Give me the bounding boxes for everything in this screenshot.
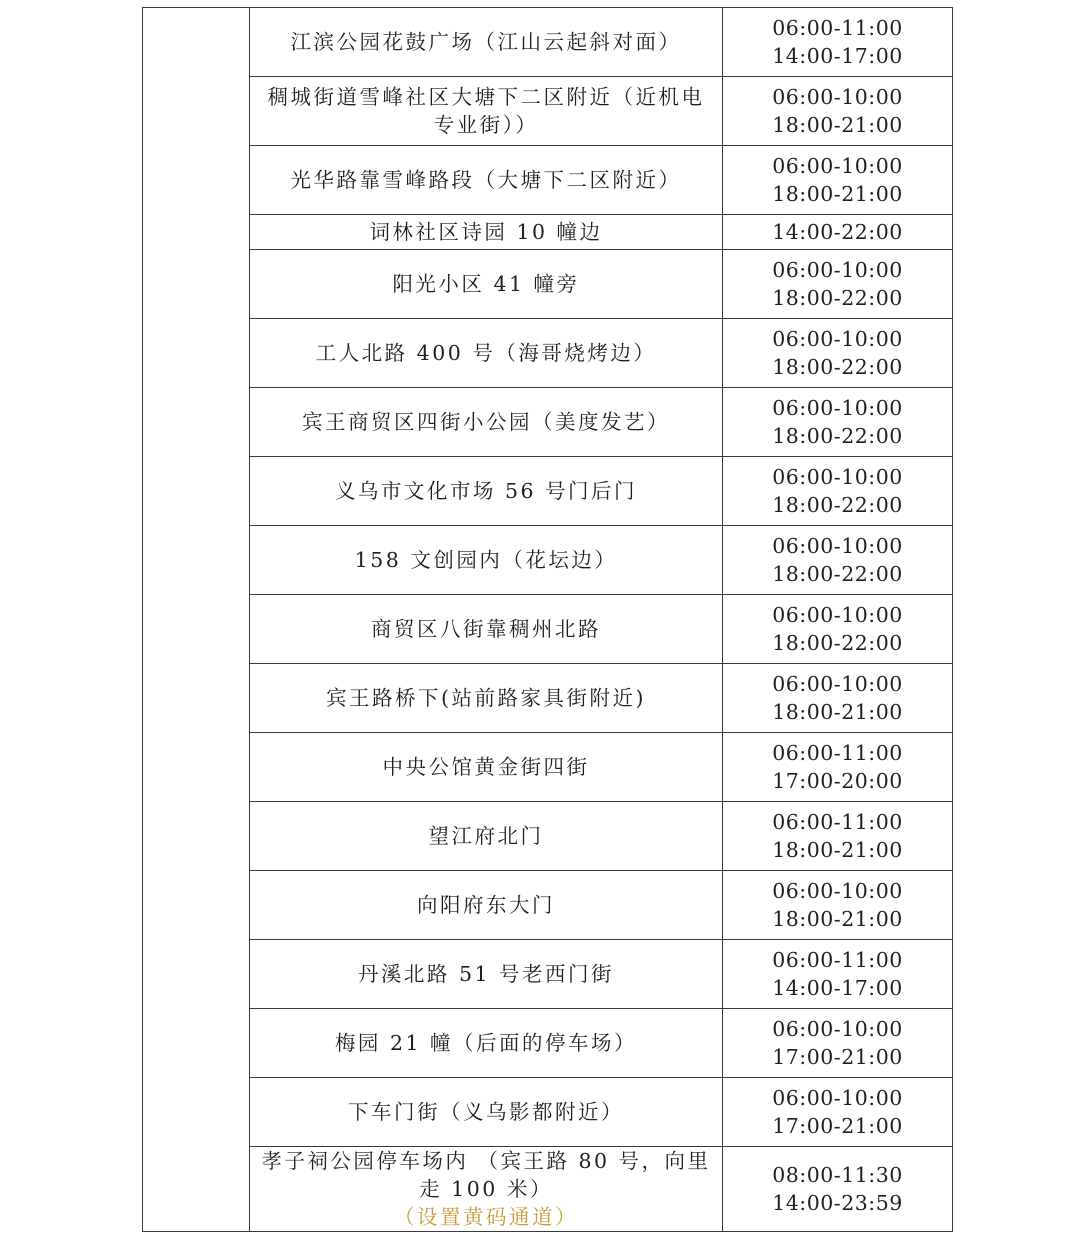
yellow-code-note: （设置黄码通道）	[394, 1205, 578, 1229]
hours-text: 18:00-22:00	[772, 355, 903, 379]
location-cell	[250, 802, 723, 871]
hours-text: 18:00-22:00	[772, 424, 903, 448]
hours-cell	[723, 871, 953, 940]
hours-text: 18:00-21:00	[772, 182, 903, 206]
location-text: 向阳府东大门	[417, 893, 555, 917]
hours-text: 14:00-17:00	[772, 44, 903, 68]
table-row	[143, 457, 953, 526]
hours-text: 17:00-21:00	[772, 1114, 903, 1138]
location-text: 阳光小区 41 幢旁	[392, 272, 580, 296]
hours-text: 06:00-11:00	[772, 740, 903, 765]
location-text: 光华路靠雪峰路段（大塘下二区附近）	[290, 168, 682, 192]
location-text: 望江府北门	[428, 824, 544, 848]
hours-cell	[723, 1009, 953, 1078]
hours-text: 06:00-11:00	[772, 809, 903, 834]
location-cell	[250, 1009, 723, 1078]
hours-cell	[723, 215, 953, 250]
table-row	[143, 940, 953, 1009]
table-row	[143, 1009, 953, 1078]
hours-text: 06:00-10:00	[772, 464, 903, 489]
location-cell	[250, 77, 723, 146]
hours-cell	[723, 388, 953, 457]
table-row	[143, 215, 953, 250]
table-row	[143, 733, 953, 802]
location-text: 中央公馆黄金街四街	[382, 755, 590, 779]
table-row	[143, 526, 953, 595]
hours-text: 06:00-10:00	[772, 1085, 903, 1110]
hours-text: 06:00-10:00	[772, 153, 903, 178]
hours-cell	[723, 1147, 953, 1232]
hours-cell	[723, 8, 953, 77]
table-row	[143, 250, 953, 319]
location-text: 商贸区八街靠稠州北路	[371, 617, 601, 641]
table-body	[143, 8, 953, 1232]
hours-cell	[723, 319, 953, 388]
location-text: 义乌市文化市场 56 号门后门	[334, 479, 638, 503]
hours-cell	[723, 664, 953, 733]
hours-text: 18:00-22:00	[772, 493, 903, 517]
location-text: 丹溪北路 51 号老西门街	[357, 962, 615, 986]
hours-text: 06:00-10:00	[772, 533, 903, 558]
location-cell	[250, 1078, 723, 1147]
location-cell	[250, 664, 723, 733]
hours-text: 06:00-10:00	[772, 671, 903, 696]
location-text: 词林社区诗园 10 幢边	[369, 220, 603, 244]
hours-text: 06:00-10:00	[772, 878, 903, 903]
location-cell	[250, 595, 723, 664]
location-text: 宾王路桥下(站前路家具街附近)	[326, 686, 646, 710]
hours-text: 18:00-21:00	[772, 700, 903, 724]
hours-text: 06:00-10:00	[772, 326, 903, 351]
district-cell	[143, 8, 250, 1232]
location-text: 下车门街（义乌影都附近）	[348, 1100, 624, 1124]
hours-text: 06:00-10:00	[772, 395, 903, 420]
hours-text: 18:00-21:00	[772, 907, 903, 931]
hours-text: 06:00-10:00	[772, 257, 903, 282]
hours-cell	[723, 595, 953, 664]
location-text: 稠城街道雪峰社区大塘下二区附近（近机电专业街））	[267, 85, 705, 137]
location-text: 江滨公园花鼓广场（江山云起斜对面）	[290, 30, 682, 54]
location-cell	[250, 250, 723, 319]
location-cell	[250, 871, 723, 940]
location-cell	[250, 146, 723, 215]
table-row	[143, 1078, 953, 1147]
hours-text: 18:00-22:00	[772, 631, 903, 655]
hours-cell	[723, 1078, 953, 1147]
location-cell	[250, 733, 723, 802]
hours-cell	[723, 940, 953, 1009]
hours-cell	[723, 526, 953, 595]
location-cell	[250, 940, 723, 1009]
hours-text: 18:00-22:00	[772, 286, 903, 310]
hours-cell	[723, 457, 953, 526]
location-text: 158 文创园内（花坛边）	[354, 548, 618, 572]
location-cell	[250, 1147, 723, 1232]
hours-cell	[723, 733, 953, 802]
location-cell	[250, 215, 723, 250]
table-row	[143, 388, 953, 457]
table-row	[143, 664, 953, 733]
hours-cell	[723, 802, 953, 871]
hours-text: 08:00-11:30	[772, 1162, 903, 1187]
hours-cell	[723, 77, 953, 146]
table-row	[143, 595, 953, 664]
location-text: 宾王商贸区四街小公园（美度发艺）	[302, 410, 670, 434]
table-row	[143, 8, 953, 77]
hours-cell	[723, 250, 953, 319]
location-cell	[250, 388, 723, 457]
hours-text: 14:00-17:00	[772, 976, 903, 1000]
hours-text: 06:00-11:00	[772, 947, 903, 972]
hours-text: 18:00-22:00	[772, 562, 903, 586]
location-cell	[250, 457, 723, 526]
table-row	[143, 319, 953, 388]
hours-text: 06:00-10:00	[772, 84, 903, 109]
hours-text: 06:00-11:00	[772, 15, 903, 40]
table-row	[143, 802, 953, 871]
location-cell	[250, 8, 723, 77]
hours-text: 17:00-21:00	[772, 1045, 903, 1069]
hours-text: 17:00-20:00	[772, 769, 903, 793]
hours-text: 14:00-22:00	[772, 219, 903, 244]
hours-text: 14:00-23:59	[772, 1191, 903, 1215]
location-text: 梅园 21 幢（后面的停车场）	[334, 1031, 638, 1055]
hours-text: 18:00-21:00	[772, 838, 903, 862]
testing-sites-table	[142, 7, 953, 1232]
table-row	[143, 146, 953, 215]
location-cell	[250, 526, 723, 595]
table-row	[143, 1147, 953, 1232]
location-text: 孝子祠公园停车场内 （宾王路 80 号，向里走 100 米）	[261, 1149, 711, 1201]
location-cell	[250, 319, 723, 388]
hours-text: 06:00-10:00	[772, 1016, 903, 1041]
table-row	[143, 871, 953, 940]
hours-cell	[723, 146, 953, 215]
hours-text: 18:00-21:00	[772, 113, 903, 137]
hours-text: 06:00-10:00	[772, 602, 903, 627]
table-row	[143, 77, 953, 146]
location-text: 工人北路 400 号（海哥烧烤边）	[315, 341, 657, 365]
